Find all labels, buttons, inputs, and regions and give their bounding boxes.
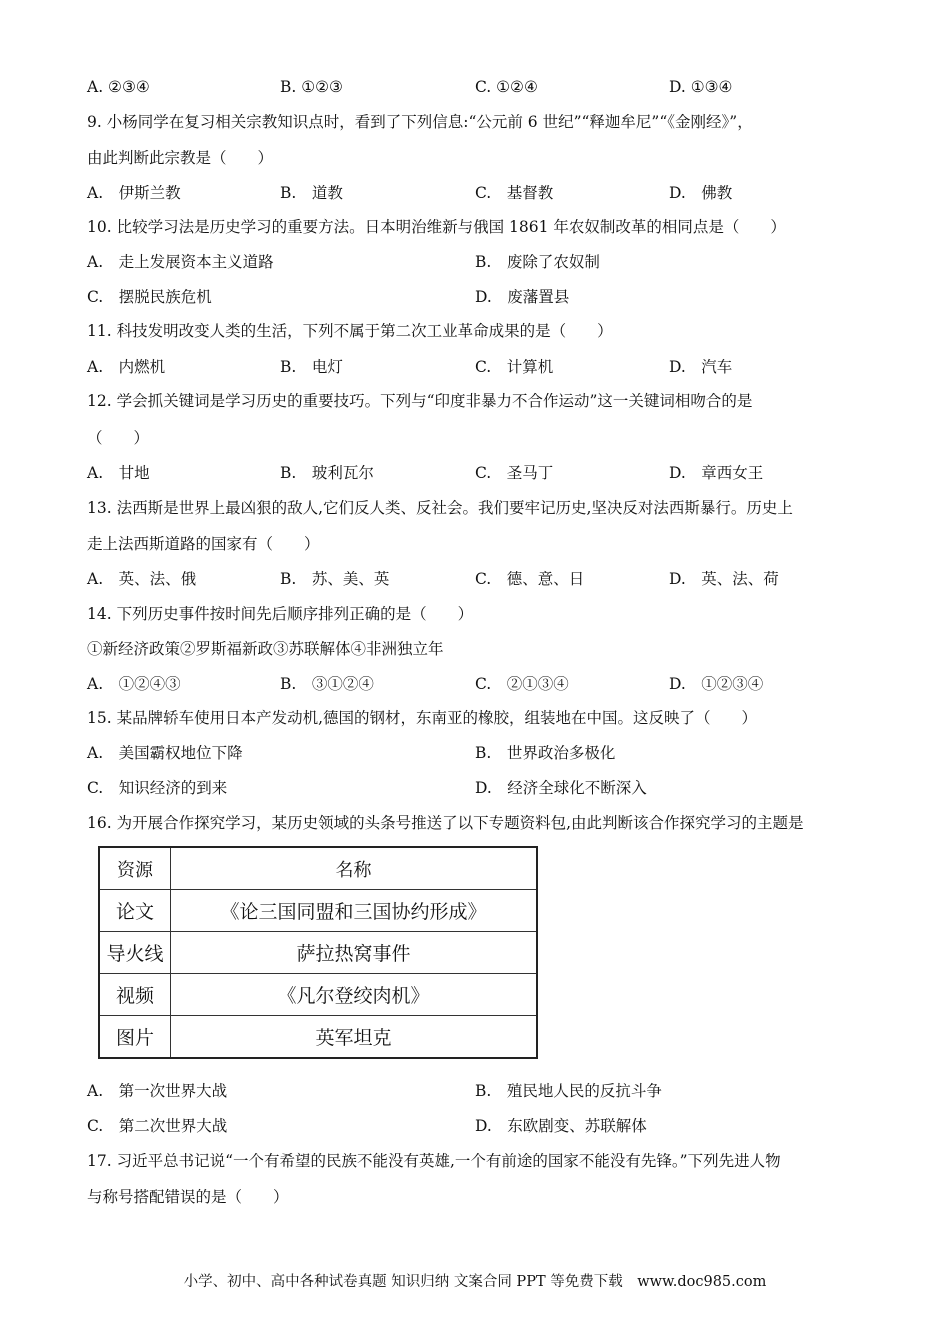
table-cell-resource: 视频 <box>99 974 171 1016</box>
q16-stem: 16. 为开展合作探究学习，某历史领域的头条号推送了以下专题资料包,由此判断该合作探究学习的主题是 <box>87 814 804 832</box>
q15-stem: 15. 某品牌轿车使用日本产发动机,德国的钢材，东南亚的橡胶，组装地在中国。这反映了（ ） <box>87 709 758 727</box>
table-header-row <box>99 847 537 890</box>
q9-option-b: B. 道教 <box>280 184 343 202</box>
table-row <box>99 974 537 1016</box>
q15-option-c: C. 知识经济的到来 <box>87 779 228 797</box>
table-cell-resource: 图片 <box>99 1016 171 1059</box>
q15-option-a: A. 美国霸权地位下降 <box>87 744 243 762</box>
q8-option-a: A. ②③④ <box>87 78 150 96</box>
q11-option-c: C. 计算机 <box>475 358 554 376</box>
table-cell-name: 《凡尔登绞肉机》 <box>171 974 538 1016</box>
q17-stem-line1: 17. 习近平总书记说“一个有希望的民族不能没有英雄,一个有前途的国家不能没有先锋。”下列先进人物 <box>87 1152 781 1170</box>
q16-option-d: D. 东欧剧变、苏联解体 <box>475 1117 647 1135</box>
q13-stem-line2: 走上法西斯道路的国家有（ ） <box>87 535 320 553</box>
q12-option-b: B. 玻利瓦尔 <box>280 464 374 482</box>
q12-option-d: D. 章西女王 <box>669 464 764 482</box>
q11-option-a: A. 内燃机 <box>87 358 166 376</box>
q10-option-c: C. 摆脱民族危机 <box>87 288 212 306</box>
q8-option-c: C. ①②④ <box>475 78 538 96</box>
q16-option-a: A. 第一次世界大战 <box>87 1082 228 1100</box>
table-row <box>99 932 537 974</box>
q8-option-b: B. ①②③ <box>280 78 343 96</box>
q10-option-b: B. 废除了农奴制 <box>475 253 600 271</box>
table-cell-resource: 论文 <box>99 890 171 932</box>
q15-option-d: D. 经济全球化不断深入 <box>475 779 647 797</box>
q13-stem-line1: 13. 法西斯是世界上最凶狠的敌人,它们反人类、反社会。我们要牢记历史,坚决反对法西斯暴行。历史上 <box>87 499 793 517</box>
page-footer: 小学、初中、高中各种试卷真题 知识归纳 文案合同 PPT 等免费下载 www.doc985.com <box>183 1274 767 1290</box>
q17-stem-line2: 与称号搭配错误的是（ ） <box>87 1188 289 1206</box>
table-header-name: 名称 <box>171 847 538 890</box>
q8-option-d: D. ①③④ <box>669 78 733 96</box>
q14-option-c: C. ②①③④ <box>475 675 569 693</box>
q9-option-c: C. 基督教 <box>475 184 554 202</box>
q14-option-b: B. ③①②④ <box>280 675 374 693</box>
q14-option-a: A. ①②④③ <box>87 675 181 693</box>
q10-option-a: A. 走上发展资本主义道路 <box>87 253 274 271</box>
table-cell-name: 英军坦克 <box>171 1016 538 1059</box>
q14-stem-line2: ①新经济政策②罗斯福新政③苏联解体④非洲独立年 <box>87 640 444 658</box>
table-cell-name: 萨拉热窝事件 <box>171 932 538 974</box>
q12-stem-line1: 12. 学会抓关键词是学习历史的重要技巧。下列与“印度非暴力不合作运动”这一关键词相吻合的是 <box>87 392 753 410</box>
q10-option-d: D. 废藩置县 <box>475 288 570 306</box>
q13-option-c: C. 德、意、日 <box>475 570 585 588</box>
q14-stem-line1: 14. 下列历史事件按时间先后顺序排列正确的是（ ） <box>87 605 474 623</box>
q15-option-b: B. 世界政治多极化 <box>475 744 616 762</box>
q13-option-a: A. 英、法、俄 <box>87 570 197 588</box>
q9-option-d: D. 佛教 <box>669 184 733 202</box>
q13-option-b: B. 苏、美、英 <box>280 570 390 588</box>
q9-stem-line1: 9. 小杨同学在复习相关宗教知识点时，看到了下列信息:“公元前 6 世纪”“释迦牟尼”“《金刚经》”， <box>87 113 753 131</box>
q16-resource-table <box>98 846 538 1059</box>
q11-option-b: B. 电灯 <box>280 358 343 376</box>
q14-option-d: D. ①②③④ <box>669 675 764 693</box>
q12-stem-line2: （ ） <box>87 429 150 447</box>
table-row <box>99 890 537 932</box>
q9-option-a: A. 伊斯兰教 <box>87 184 181 202</box>
q16-option-c: C. 第二次世界大战 <box>87 1117 228 1135</box>
q12-option-a: A. 甘地 <box>87 464 150 482</box>
table-header-resource: 资源 <box>99 847 171 890</box>
q13-option-d: D. 英、法、荷 <box>669 570 779 588</box>
q11-option-d: D. 汽车 <box>669 358 733 376</box>
q12-option-c: C. 圣马丁 <box>475 464 554 482</box>
q11-stem: 11. 科技发明改变人类的生活，下列不属于第二次工业革命成果的是（ ） <box>87 322 613 340</box>
q10-stem: 10. 比较学习法是历史学习的重要方法。日本明治维新与俄国 1861 年农奴制改革的相同点是（ ） <box>87 218 786 236</box>
table-row <box>99 1016 537 1059</box>
table-cell-resource: 导火线 <box>99 932 171 974</box>
table-cell-name: 《论三国同盟和三国协约形成》 <box>171 890 538 932</box>
q16-option-b: B. 殖民地人民的反抗斗争 <box>475 1082 662 1100</box>
q9-stem-line2: 由此判断此宗教是（ ） <box>87 149 274 167</box>
